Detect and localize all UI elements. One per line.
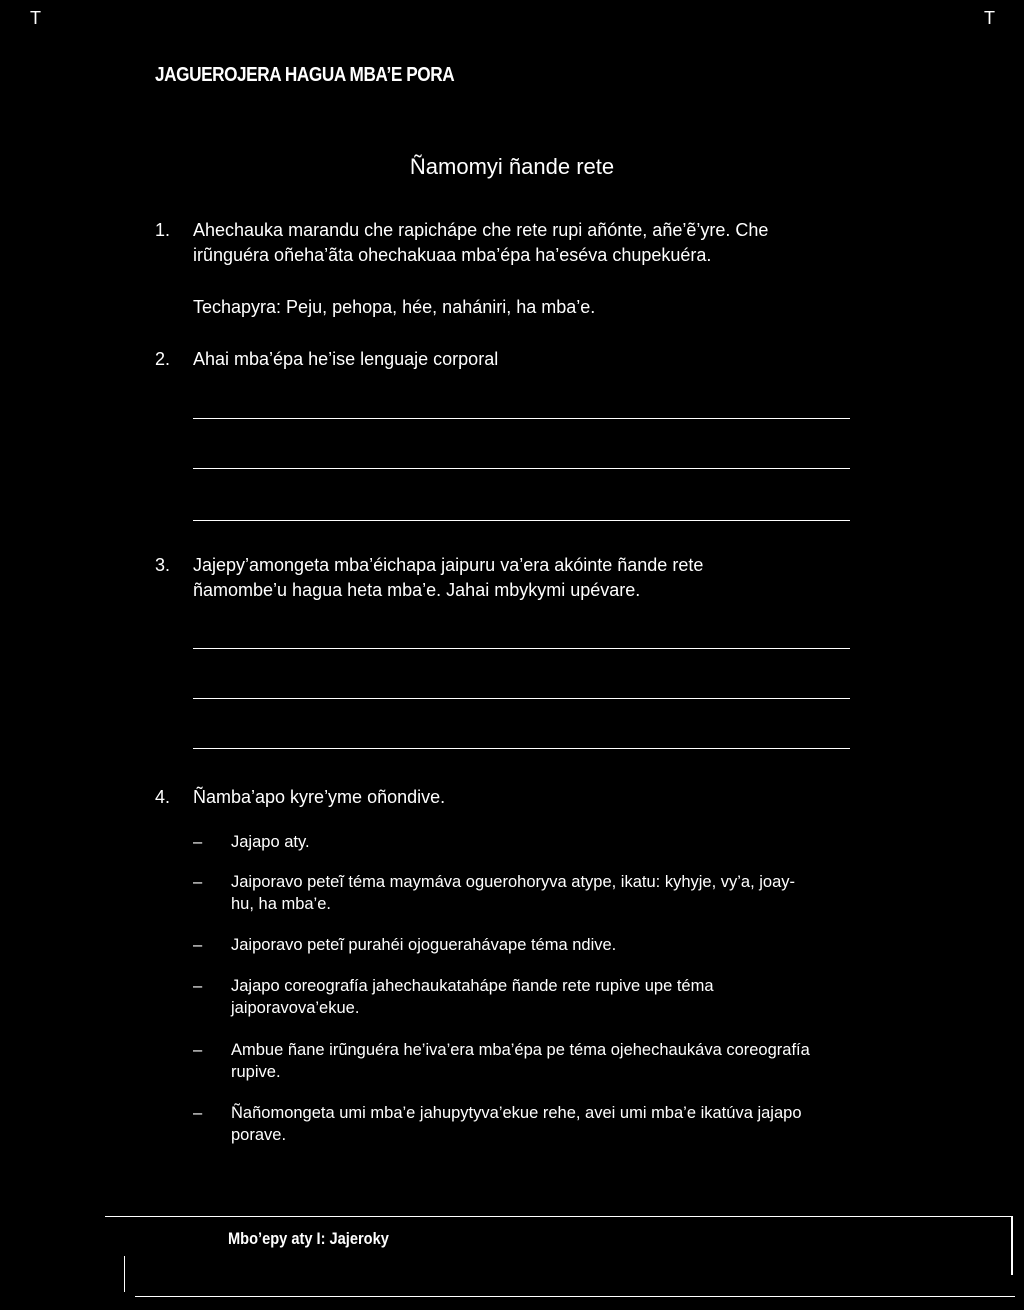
footer-text: Mbo’epy aty I: Jajeroky (228, 1229, 389, 1248)
dash-bullet: – (193, 936, 203, 954)
answer-line-3b[interactable] (193, 698, 850, 699)
page-header-title: JAGUEROJERA HAGUA MBA’E PORA (155, 64, 455, 86)
question-number: 1. (155, 220, 171, 240)
list-item-text: Jaiporavo peteĩ purahéi ojoguerahávape téma ndive. (231, 936, 617, 954)
question-4 (155, 785, 875, 813)
crop-mark-left: T (30, 8, 41, 28)
answer-line-3c[interactable] (193, 748, 850, 749)
crop-mark-right: T (984, 8, 995, 28)
question-number: 3. (155, 555, 171, 575)
dash-bullet: – (193, 873, 203, 891)
question-number: 2. (155, 349, 171, 369)
footer-rule (135, 1296, 1015, 1297)
list-item-text: Jajapo coreografía jahechaukatahápe ñande rete rupive upe téma jaiporavova’ekue. (231, 977, 714, 1017)
answer-line-2b[interactable] (193, 468, 850, 469)
question-1-example (155, 295, 875, 323)
dash-bullet: – (193, 833, 203, 851)
question-text: Ahechauka marandu che rapichápe che rete rupi añónte, añe’ẽ’yre. Che irũnguéra oñeha’ãta ohechakuaa mba’épa ha’eséva chupekuéra. (193, 220, 769, 265)
footer-tick-mark (124, 1256, 125, 1292)
question-text: Jajepy’amongeta mba’éichapa jaipuru va’era akóinte ñande rete ñamombe’u hagua heta mba’e. Jahai mbykymi upévare. (193, 555, 704, 600)
list-item-text: Jajapo aty. (231, 833, 310, 851)
list-item-text: Ambue ñane irũnguéra he’iva’era mba’épa pe téma ojehechaukáva coreografía rupive. (231, 1041, 810, 1081)
example-text: Techapyra: Peju, pehopa, hée, nahániri, ha mba’e. (193, 297, 596, 317)
list-item-text: Ñañomongeta umi mba’e jahupytyva’ekue rehe, avei umi mba’e ikatúva jajapo porave. (231, 1104, 802, 1144)
question-text: Ñamba’apo kyre’yme oñondive. (193, 787, 446, 807)
question-1 (155, 218, 875, 278)
answer-line-3a[interactable] (193, 648, 850, 649)
dash-bullet: – (193, 977, 203, 995)
question-number: 4. (155, 787, 171, 807)
section-title: Ñamomyi ñande rete (409, 154, 615, 179)
dash-bullet: – (193, 1041, 203, 1059)
question-text: Ahai mba’épa he’ise lenguaje corporal (193, 349, 499, 369)
answer-line-2a[interactable] (193, 418, 850, 419)
question-2 (155, 347, 875, 375)
question-3 (155, 553, 875, 613)
dash-bullet: – (193, 1104, 203, 1122)
list-item-text: Jaiporavo peteĩ téma maymáva oguerohoryva atype, ikatu: kyhyje, vy’a, joay- hu, ha mba’e. (231, 873, 796, 913)
answer-line-2c[interactable] (193, 520, 850, 521)
